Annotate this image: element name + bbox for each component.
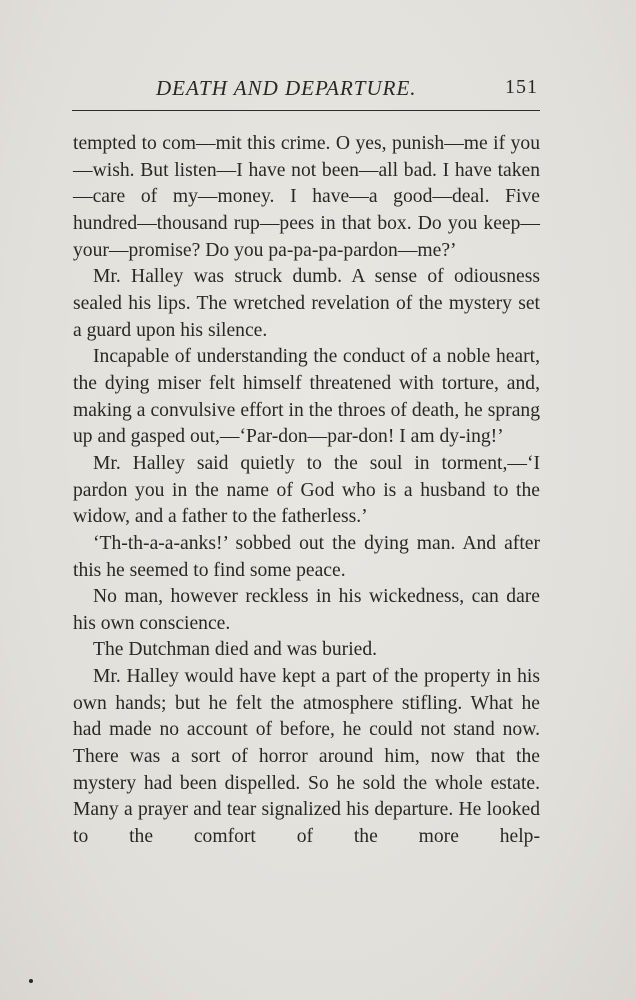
paragraph: Mr. Halley was struck dumb. A sense of odiousness sealed his lips. The wretched revelation of the mystery set a guard upon his silence. bbox=[73, 266, 540, 341]
paragraph: ‘Th-th-a-a-anks!’ sobbed out the dying man. And after this he seemed to find some peace. bbox=[73, 532, 540, 581]
page-header bbox=[72, 74, 540, 104]
header-rule bbox=[72, 110, 540, 111]
page-number: 151 bbox=[505, 76, 538, 98]
paragraph: The Dutchman died and was buried. bbox=[93, 639, 378, 661]
paragraph: Mr. Halley said quietly to the soul in torment,—‘I pardon you in the name of God who is a husband to the widow, and a father to the fatherless.’ bbox=[73, 452, 540, 528]
paragraph-continuation: tempted to com—mit this crime. O yes, punish—me if you—wish. But listen—I have not been—all bad. I have taken—care of my—money. I have—a good—deal. Five hundred—thousand rup—pees in that box. Do you keep—your—promise? Do you pa-pa-pa-pardon—me?’ bbox=[73, 133, 540, 261]
paragraph-continues: Mr. Halley would have kept a part of the property in his own hands; but he felt the atmosphere stifling. What he had made no account of before, he could not stand now. There was a sort of horror around him, now that the mystery had been dispelled. So he sold the whole estate. Many a prayer and tear signalized his departure. He looked to the comfort of the more help- bbox=[73, 666, 540, 848]
ink-speck bbox=[29, 979, 33, 983]
paragraph: No man, however reckless in his wickedness, can dare his own conscience. bbox=[73, 586, 540, 634]
body-text bbox=[73, 131, 540, 851]
paragraph: Incapable of understanding the conduct of a noble heart, the dying miser felt himself threatened with torture, and, making a convulsive effort in the throes of death, he sprang up and gasped out,—‘Par-don—par-don! I am dy-ing!’ bbox=[73, 346, 540, 448]
running-head: DEATH AND DEPARTURE. bbox=[156, 76, 417, 100]
